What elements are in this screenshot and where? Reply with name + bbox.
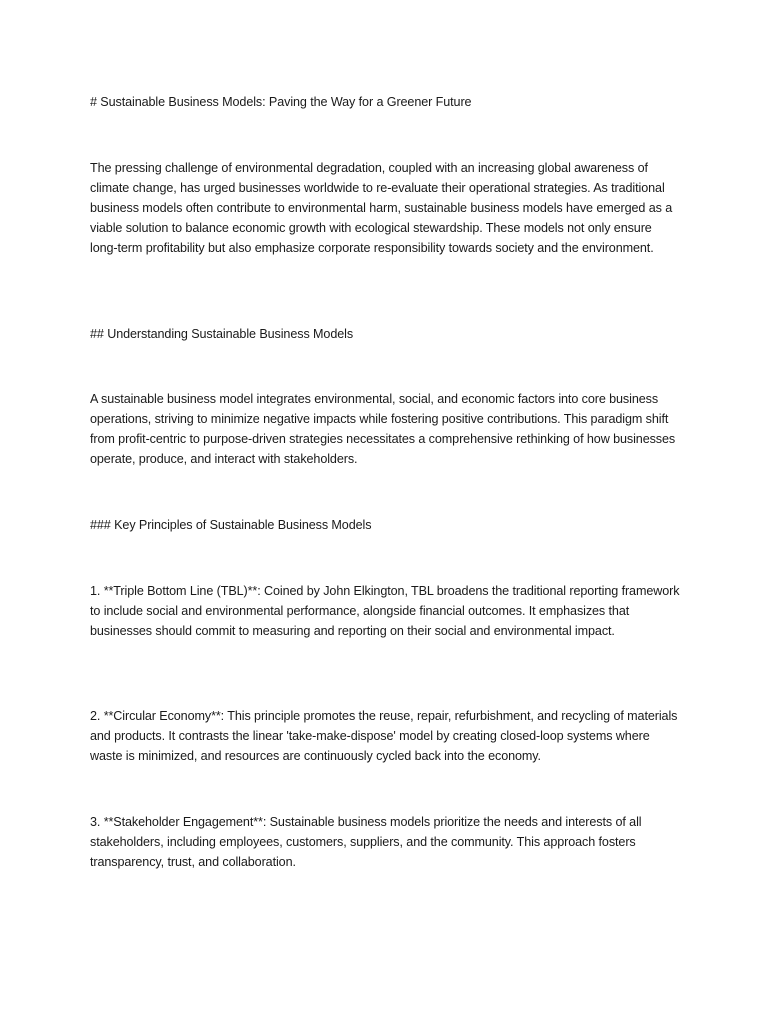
document-title: # Sustainable Business Models: Paving the Way for a Greener Future [90,95,472,109]
principle-item-circular-economy: 2. **Circular Economy**: This principle promotes the reuse, repair, refurbishment, and recycling of materials and products. It contrasts the linear 'take-make-dispose' model by creating closed-loop systems where waste is minimized, and resources are continuously cycled back into the economy. [90,709,678,763]
section-paragraph: A sustainable business model integrates environmental, social, and economic factors into core business operations, striving to minimize negative impacts while fostering positive contributions. This paradigm shift from profit-centric to purpose-driven strategies necessitates a comprehensive rethinking of how businesses operate, produce, and interact with stakeholders. [90,392,676,466]
intro-paragraph: The pressing challenge of environmental degradation, coupled with an increasing global awareness of climate change, has urged businesses worldwide to re-evaluate their operational strategies. As traditional business models often contribute to environmental harm, sustainable business models have emerged as a viable solution to balance economic growth with ecological stewardship. These models not only ensure long-term profitability but also emphasize corporate responsibility towards society and the environment. [90,161,673,255]
subsection-heading: ### Key Principles of Sustainable Business Models [90,518,372,532]
principle-item-stakeholder-engagement: 3. **Stakeholder Engagement**: Sustainable business models prioritize the needs and interests of all stakeholders, including employees, customers, suppliers, and the community. This approach fosters transparency, trust, and collaboration. [90,815,642,869]
principle-item-triple-bottom-line: 1. **Triple Bottom Line (TBL)**: Coined by John Elkington, TBL broadens the traditional reporting framework to include social and environmental performance, alongside financial outcomes. It emphasizes that businesses should commit to measuring and reporting on their social and environmental impact. [90,584,680,638]
section-heading: ## Understanding Sustainable Business Models [90,327,354,341]
